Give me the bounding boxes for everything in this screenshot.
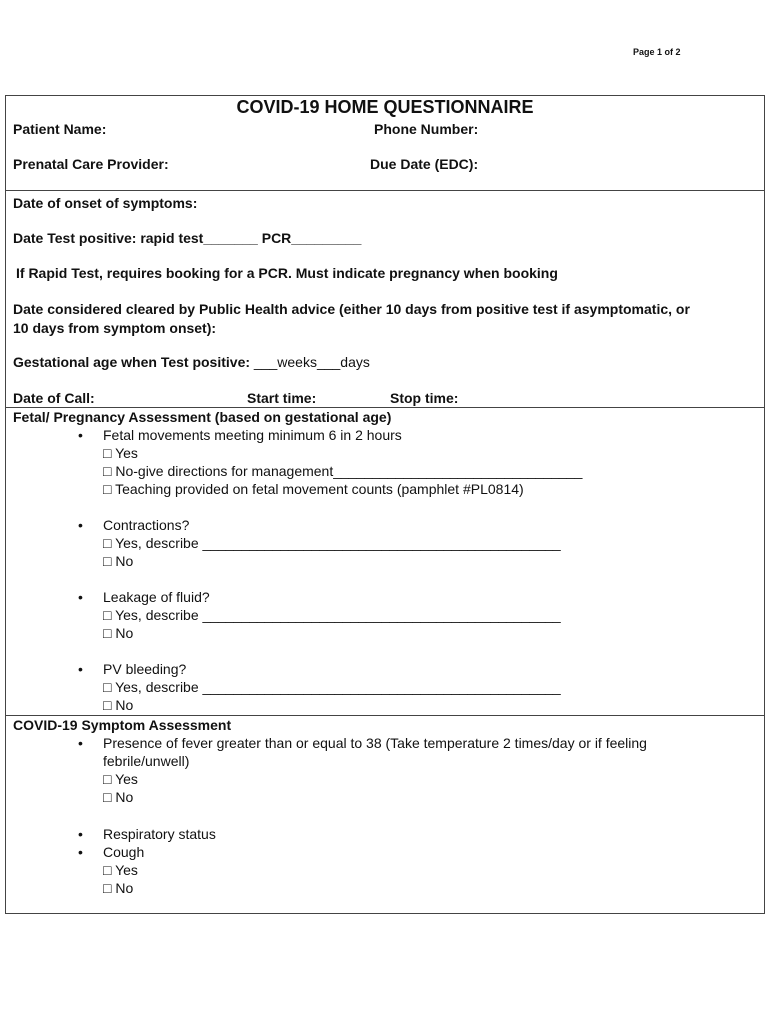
fever-question-line2: febrile/unwell)	[103, 753, 190, 769]
gestational-age-field[interactable]	[13, 354, 370, 370]
leakage-question: Leakage of fluid?	[103, 589, 210, 605]
cleared-date-line2[interactable]: 10 days from symptom onset):	[13, 320, 217, 336]
bullet-icon: •	[78, 844, 83, 860]
patient-header-section	[6, 96, 764, 191]
fetal-movement-yes-checkbox[interactable]: □ Yes	[103, 445, 138, 461]
cough-no-checkbox[interactable]: □ No	[103, 880, 134, 896]
contractions-yes-checkbox[interactable]: □ Yes, describe ______________________________________________	[103, 535, 561, 551]
test-info-section	[6, 191, 764, 408]
bleeding-yes-checkbox[interactable]: □ Yes, describe ______________________________________________	[103, 679, 561, 695]
patient-name-field[interactable]: Patient Name:	[13, 121, 107, 137]
gestational-age-blanks[interactable]: ___weeks___days	[250, 354, 370, 370]
bullet-icon: •	[78, 517, 83, 533]
leakage-yes-checkbox[interactable]: □ Yes, describe ______________________________________________	[103, 607, 561, 623]
bullet-icon: •	[78, 826, 83, 842]
fever-question-line1: Presence of fever greater than or equal to 38 (Take temperature 2 times/day or if feeling	[103, 735, 647, 751]
cough-yes-checkbox[interactable]: □ Yes	[103, 862, 138, 878]
gestational-age-label: Gestational age when Test positive:	[13, 354, 251, 370]
bullet-icon: •	[78, 589, 83, 605]
bleeding-no-checkbox[interactable]: □ No	[103, 697, 134, 713]
bullet-icon: •	[78, 427, 83, 443]
fetal-teaching-checkbox[interactable]: □ Teaching provided on fetal movement counts (pamphlet #PL0814)	[103, 481, 524, 497]
due-date-field[interactable]: Due Date (EDC):	[370, 156, 479, 172]
onset-date-field[interactable]: Date of onset of symptoms:	[13, 195, 198, 211]
form-title: COVID-19 HOME QUESTIONNAIRE	[236, 97, 534, 117]
leakage-no-checkbox[interactable]: □ No	[103, 625, 134, 641]
phone-number-field[interactable]: Phone Number:	[374, 121, 479, 137]
cough-question: Cough	[103, 844, 145, 860]
covid-heading: COVID-19 Symptom Assessment	[13, 717, 232, 733]
fetal-heading: Fetal/ Pregnancy Assessment (based on gestational age)	[13, 409, 392, 425]
respiratory-status-item: Respiratory status	[103, 826, 216, 842]
fetal-movement-no-checkbox[interactable]: □ No-give directions for management________________________________	[103, 463, 583, 479]
test-positive-field[interactable]: Date Test positive: rapid test_______ PCR_________	[13, 230, 362, 246]
fever-yes-checkbox[interactable]: □ Yes	[103, 771, 138, 787]
fetal-movement-question: Fetal movements meeting minimum 6 in 2 hours	[103, 427, 402, 443]
rapid-test-note: If Rapid Test, requires booking for a PCR. Must indicate pregnancy when booking	[16, 265, 558, 281]
bullet-icon: •	[78, 735, 83, 751]
covid-symptom-section	[6, 716, 764, 915]
bullet-icon: •	[78, 661, 83, 677]
prenatal-provider-field[interactable]: Prenatal Care Provider:	[13, 156, 169, 172]
start-time-field[interactable]: Start time:	[247, 390, 317, 406]
contractions-question: Contractions?	[103, 517, 190, 533]
questionnaire-form	[5, 95, 765, 914]
bleeding-question: PV bleeding?	[103, 661, 187, 677]
stop-time-field[interactable]: Stop time:	[390, 390, 459, 406]
call-date-field[interactable]: Date of Call:	[13, 390, 95, 406]
fetal-assessment-section	[6, 408, 764, 716]
page-number: Page 1 of 2	[633, 47, 681, 57]
cleared-date-line1[interactable]: Date considered cleared by Public Health advice (either 10 days from positive test if asymptomatic, or	[13, 301, 690, 317]
fever-no-checkbox[interactable]: □ No	[103, 789, 134, 805]
contractions-no-checkbox[interactable]: □ No	[103, 553, 134, 569]
